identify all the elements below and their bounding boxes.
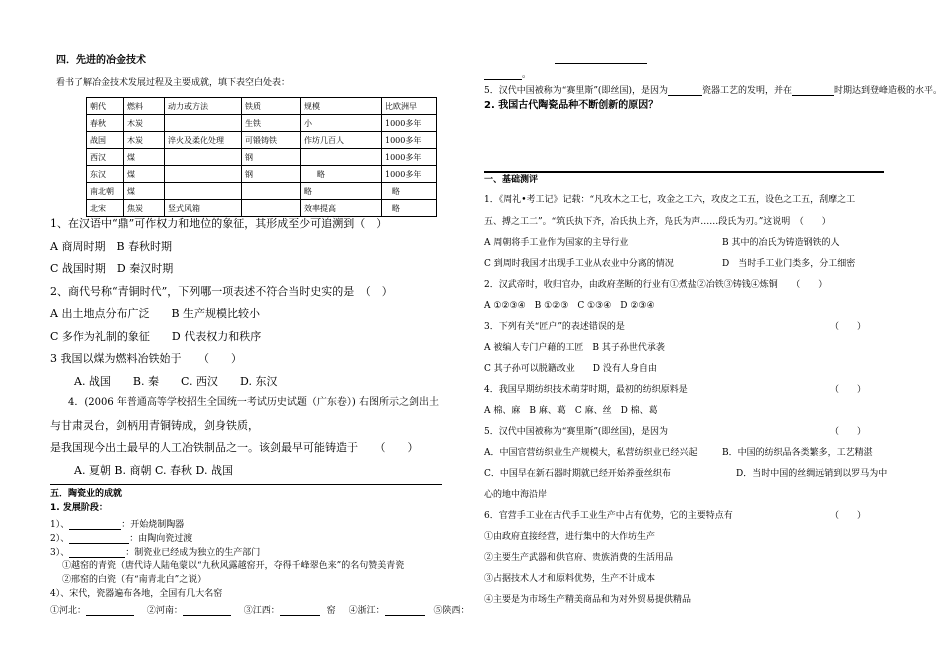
rq5-option-d: D．当时中国的丝绸远销到以罗马为中 [736,469,888,479]
question-1: 1、在汉语中“鼎”可作权力和地位的象征，其形成至少可追溯到（ ） [50,217,388,230]
rq1-option-c: C 到周时我国才出现手工业从农业中分离的情况 [484,259,674,269]
period-mark: 。 [522,70,532,80]
table-cell: 木炭 [124,132,165,149]
section5-subtitle: 1. 发展阶段： [50,503,108,513]
basic-test-title: 一、基础测评 [484,175,539,185]
song-kilns-row [50,606,469,616]
stage-3-prefix: 3）、 [50,548,70,558]
table-row [87,166,437,183]
qing-blank-2[interactable] [792,86,834,96]
rq6-item-1: ①由政府直接经营，进行集中的大作坊生产 [484,532,656,542]
table-cell: 煤 [124,166,165,183]
table-cell: 钢 [242,149,301,166]
table-cell: 生铁 [242,115,301,132]
qing-dynasty-item [484,86,942,96]
qing-text-2: 时期达到登峰造极的水平。 [833,86,942,96]
table-cell: 淬火及柔化处理 [165,132,242,149]
rq2-options: A ①②③④ B ①②③ C ①③④ D ②③④ [484,301,655,311]
metallurgy-table [86,97,437,217]
stage-3 [50,548,260,558]
table-cell: 北宋 [87,200,124,217]
rq5-paren: （ ） [830,427,867,437]
stage-2 [50,534,192,544]
table-cell: 略 [301,166,382,183]
stage-3-xing-kiln: ②邢窑的白瓷（有“南青北白”之说） [62,575,207,585]
table-cell: 1000多年 [382,166,437,183]
kiln-shaanxi-label: ⑤陕西： [433,606,470,616]
question-1-options-ab: A 商周时期 B 春秋时期 [50,240,173,253]
table-cell: 焦炭 [124,200,165,217]
rq1-line2: 五、搏之工二”。“筑氏执下齐，冶氏执上齐，凫氏为声……段氏为刃。”这说明 （ ） [484,217,831,227]
qing-label: 5．汉代中国被称为“赛里斯”(即丝国)，是因为 [484,86,668,96]
table-cell: 1000多年 [382,132,437,149]
table-cell [165,149,242,166]
table-cell: 1000多年 [382,115,437,132]
question-3: 3 我国以煤为燃料冶铁始于 （ ） [50,352,242,365]
table-header: 铁质 [242,98,301,115]
table-header-row [87,98,437,115]
divider [50,484,442,485]
table-row [87,149,437,166]
rq5-option-c: C．中国早在新石器时期就已经开始养蚕丝织布 [484,469,671,479]
table-cell [242,200,301,217]
reason-question: 2. 我国古代陶瓷品种不断创新的原因？ [484,100,659,111]
table-cell: 略 [382,183,437,200]
question-3-options: A. 战国 B. 秦 C. 西汉 D. 东汉 [74,375,278,388]
rq3-paren: （ ） [830,322,867,332]
table-cell: 煤 [124,149,165,166]
table-cell [165,166,242,183]
table-cell: 战国 [87,132,124,149]
table-header: 比欧洲早 [382,98,437,115]
table-cell: 略 [382,200,437,217]
rq4: 4．我国早期纺织技术萌芽时期，最初的纺织原料是 [484,385,688,395]
stage-1 [50,520,184,530]
rq5-option-d-cont: 心的地中海沿岸 [484,490,548,500]
table-header: 朝代 [87,98,124,115]
stage-3-text: ：制瓷业已经成为独立的生产部门 [125,548,261,558]
stage-1-text: ：开始烧制陶器 [121,520,185,530]
stage-1-prefix: 1）、 [50,520,70,530]
stage-2-prefix: 2）、 [50,534,70,544]
table-cell [301,149,382,166]
kiln-henan-blank[interactable] [183,606,231,616]
table-row [87,183,437,200]
rq5-option-a: A．中国官营纺织业生产规模大，私营纺织业已经兴起 [484,448,698,458]
table-cell: 效率提高 [301,200,382,217]
section4-intro: 看书了解冶金技术发展过程及主要成就，填下表空白处表： [56,78,291,88]
rq2: 2．汉武帝时，收归官办，由政府垄断的行业有①煮盐②冶铁③铸钱④炼铜 （ ） [484,280,828,290]
table-cell: 钢 [242,166,301,183]
kiln-hebei-label: ①河北： [50,606,87,616]
section-divider [484,171,884,173]
kiln-jiangxi-blank[interactable] [280,606,320,616]
stage-3-blank[interactable] [69,548,125,558]
kiln-zhejiang-blank[interactable] [385,606,425,616]
rq6-paren: （ ） [830,511,867,521]
table-header: 燃料 [124,98,165,115]
table-cell: 小 [301,115,382,132]
question-2-options-ab: A 出土地点分布广泛 B 生产规模比较小 [50,307,261,320]
table-header: 规模 [301,98,382,115]
stage-4: 4）、宋代，瓷器遍布各地，全国有几大名窑 [50,589,223,599]
kiln-jiangxi-label: ③江西： [243,606,280,616]
section5-title: 五．陶瓷业的成就 [50,489,123,499]
stage-2-text: ：由陶向瓷过渡 [129,534,193,544]
question-4-options: A. 夏朝 B. 商朝 C. 春秋 D. 战国 [74,464,233,477]
table-cell [242,183,301,200]
table-row [87,200,437,217]
rq3-options-ab: A 被编人专门户藉的工匠 B 其子孙世代承袭 [484,343,665,353]
question-2-options-cd: C 多作为礼制的象征 D 代表权力和秩序 [50,330,262,343]
kiln-suffix: 窑 [326,606,336,616]
rq6: 6．官营手工业在古代手工业生产中占有优势，它的主要特点有 [484,511,733,521]
rq3-options-cd: C 其子孙可以脱籍改业 D 没有人身自由 [484,364,657,374]
question-1-options-cd: C 战国时期 D 秦汉时期 [50,262,174,275]
rq6-item-4: ④主要是为市场生产精美商品和为对外贸易提供精品 [484,595,692,605]
table-cell: 煤 [124,183,165,200]
question-4-line1: 4．(2006 年普通高等学校招生全国统一考试历史试题（广东卷）) 右图所示之剑出土 [68,397,439,408]
qing-blank-1[interactable] [668,86,702,96]
table-row [87,115,437,132]
answer-line[interactable] [555,63,647,64]
question-2: 2、商代号称“青铜时代”，下列哪一项表述不符合当时史实的是 （ ） [50,285,393,298]
rq4-paren: （ ） [830,385,867,395]
table-cell: 东汉 [87,166,124,183]
rq5-option-b: B．中国的纺织品各类繁多，工艺精湛 [722,448,873,458]
rq1-option-b: B 其中的冶氏为铸造钢铁的人 [722,238,840,248]
table-cell: 略 [301,183,382,200]
rq4-options: A 棉、麻 B 麻、葛 C 麻、丝 D 棉、葛 [484,406,658,416]
table-cell: 作坊几百人 [301,132,382,149]
rq6-item-2: ②主要生产武器和供官府、贵族消费的生活用品 [484,553,674,563]
table-header: 动力或方法 [165,98,242,115]
rq3: 3．下列有关“匠户”的表述错误的是 [484,322,625,332]
table-cell: 1000多年 [382,149,437,166]
rq5: 5．汉代中国被称为“赛里斯”(即丝国)，是因为 [484,427,668,437]
table-row [87,132,437,149]
stage-1-blank[interactable] [69,520,121,530]
question-4-line3: 是我国现今出土最早的人工冶铁制品之一。该剑最早可能铸造于 （ ） [50,441,419,454]
table-cell: 木炭 [124,115,165,132]
rq1-option-d: D 当时手工业门类多，分工细密 [722,259,856,269]
question-4-line2: 与甘肃灵台，剑柄用青铜铸成，剑身铁质， [50,419,259,432]
table-cell [165,115,242,132]
table-cell [165,183,242,200]
stage-2-blank[interactable] [69,534,129,544]
section4-title: 四．先进的冶金技术 [56,55,146,66]
table-cell: 竖式风箱 [165,200,242,217]
table-cell: 南北朝 [87,183,124,200]
stage-3-yue-kiln: ①越窑的青瓷（唐代诗人陆龟蒙以“九秋风露越窑开，夺得千峰翠色来”的名句赞美青瓷 [62,561,405,571]
table-cell: 西汉 [87,149,124,166]
answer-line[interactable] [484,79,522,80]
table-cell: 可锻铸铁 [242,132,301,149]
qing-text-1: 瓷器工艺的发明，并在 [701,86,792,96]
kiln-henan-label: ②河南： [146,606,183,616]
rq1-option-a: A 周朝将手工业作为国家的主导行业 [484,238,629,248]
rq6-item-3: ③占据技术人才和原料优势，生产不计成本 [484,574,656,584]
table-cell: 春秋 [87,115,124,132]
kiln-zhejiang-label: ④浙江： [348,606,385,616]
rq1-line1: 1．《周礼•考工记》记载：“凡攻木之工七，攻金之工六，攻皮之工五，设色之工五，刮摩之工 [484,195,856,205]
kiln-hebei-blank[interactable] [86,606,134,616]
